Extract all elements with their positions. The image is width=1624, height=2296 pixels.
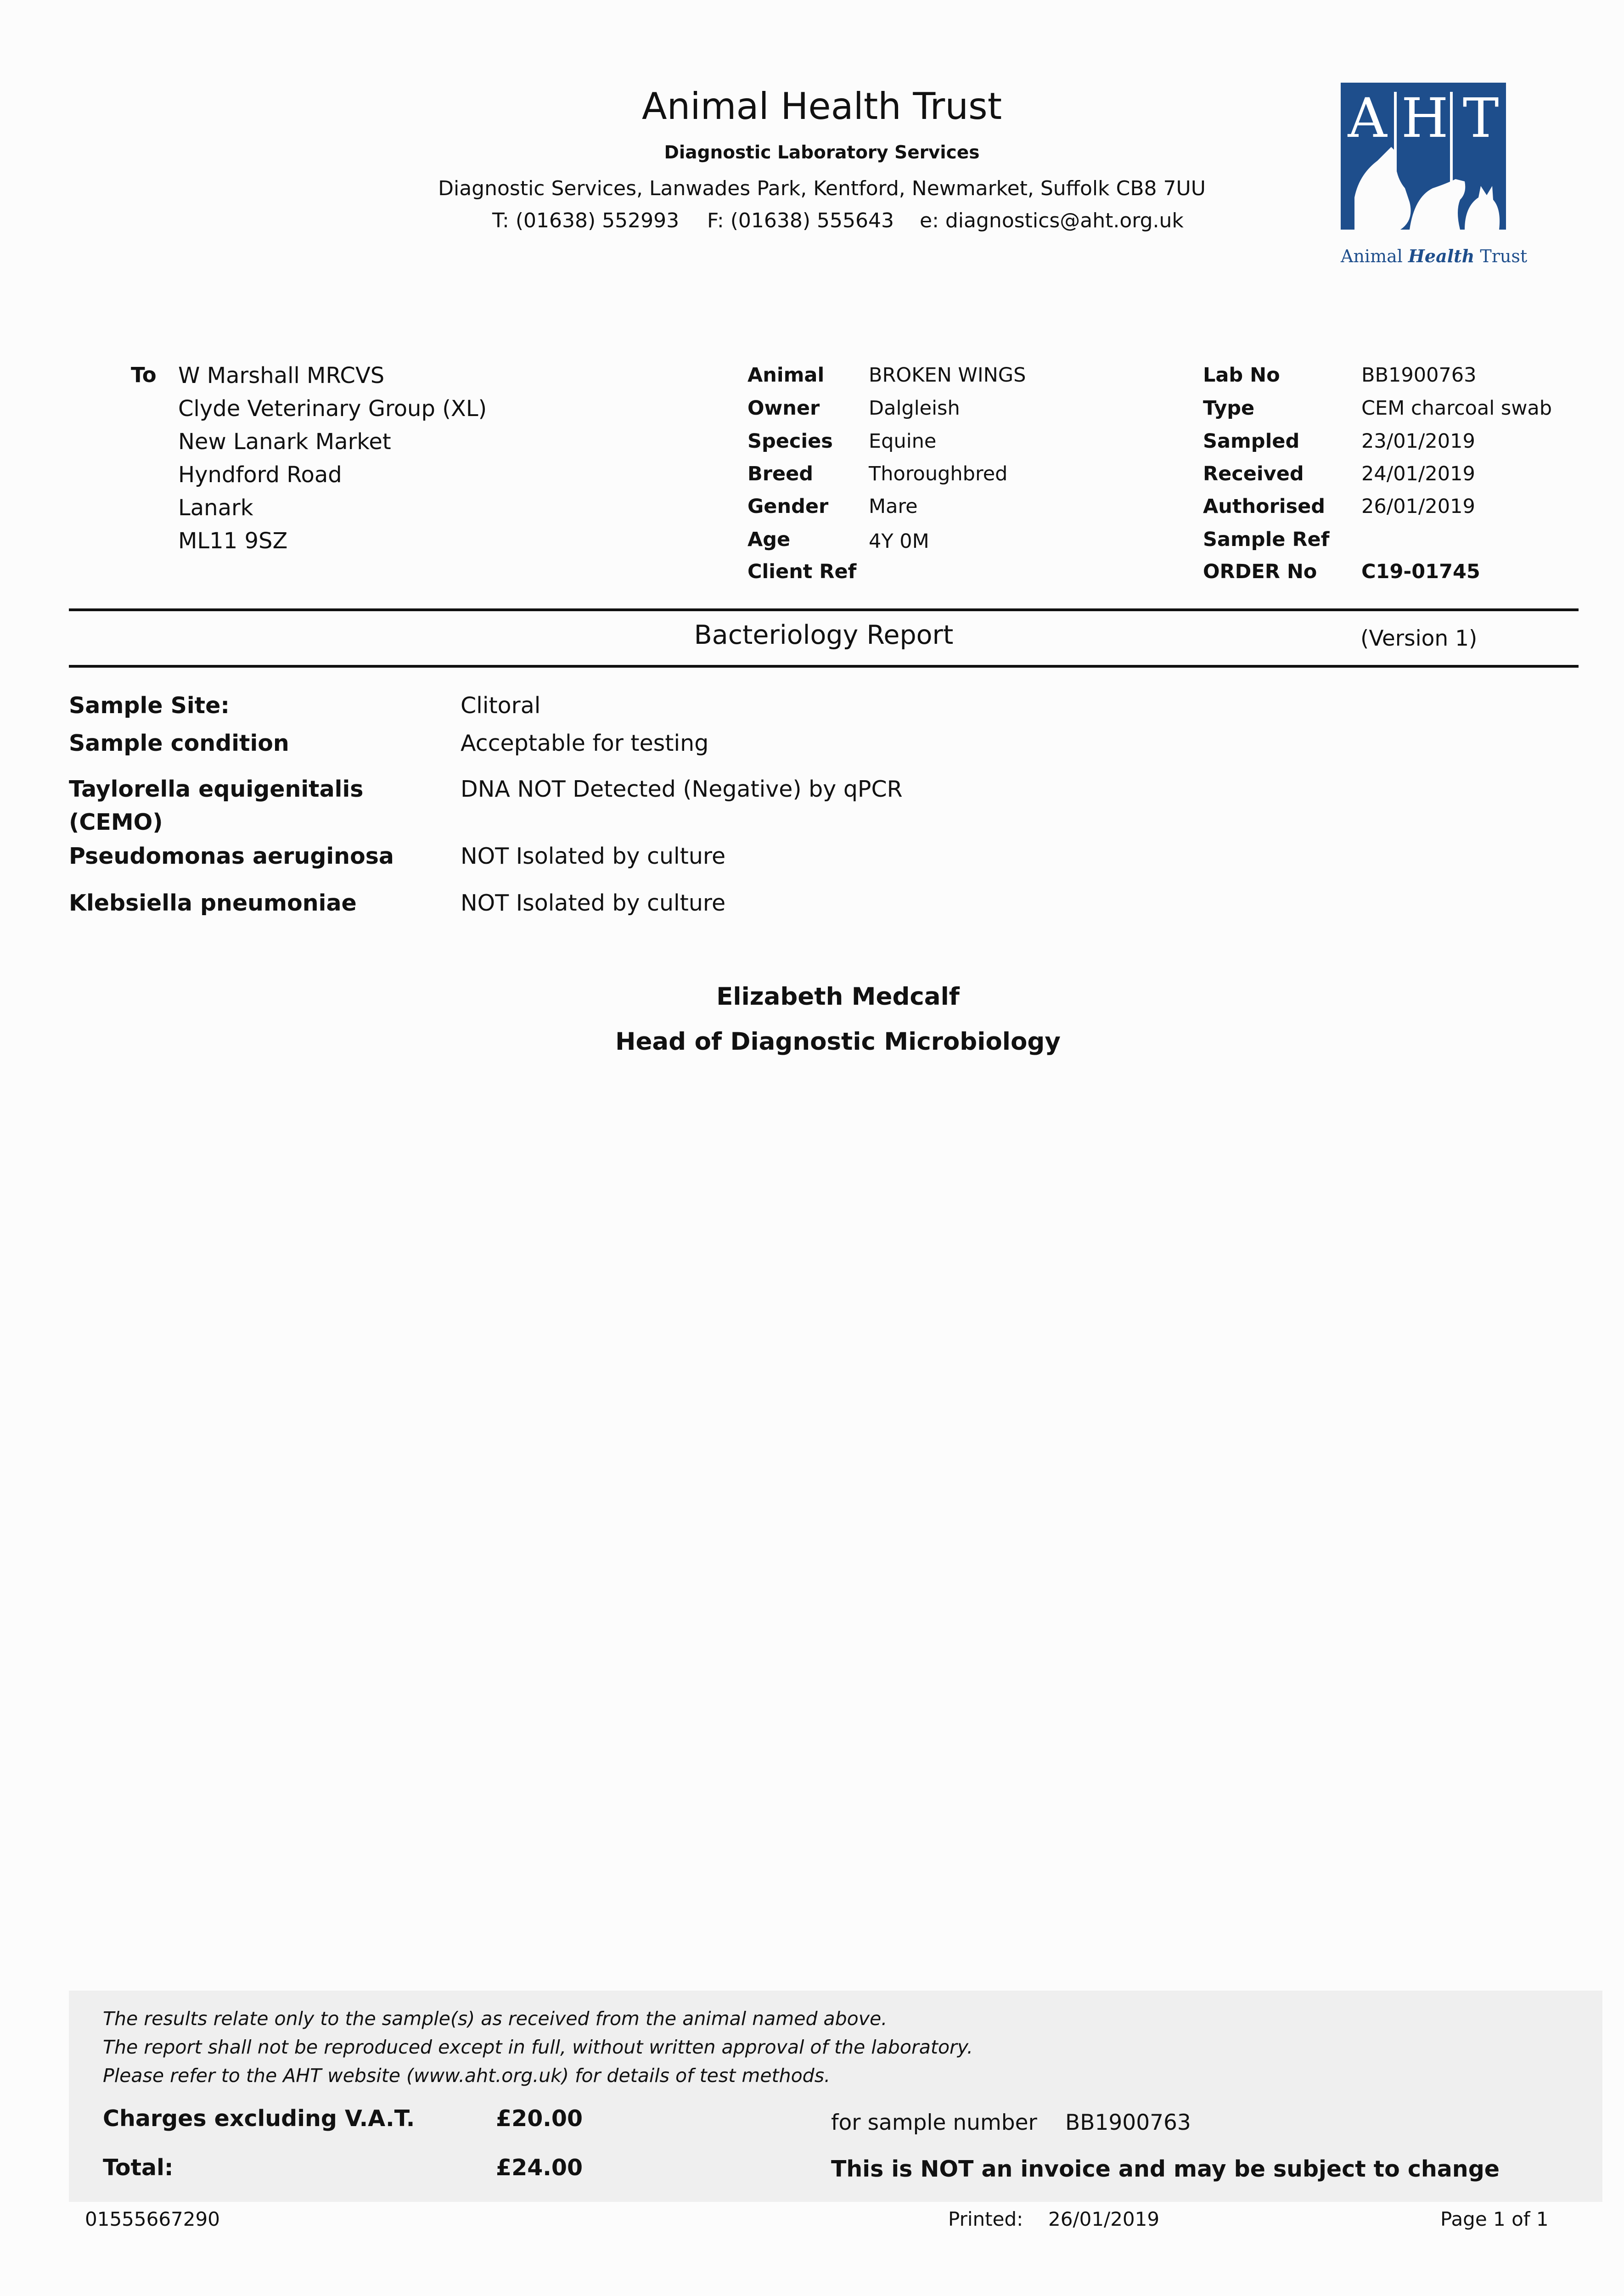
received-value: 24/01/2019 [1361, 462, 1475, 485]
sample-condition-value: Acceptable for testing [461, 730, 709, 756]
page-number: Page 1 of 1 [1440, 2208, 1549, 2230]
sample-site-value: Clitoral [461, 692, 541, 719]
gender-label: Gender [747, 495, 829, 518]
breed-value: Thoroughbred [869, 462, 1008, 485]
report-title: Bacteriology Report [694, 620, 954, 650]
footer-note: The results relate only to the sample(s) as received from the animal named above. [103, 2008, 888, 2030]
animal-label: Animal [747, 364, 825, 387]
charges-value: £20.00 [496, 2105, 583, 2132]
taylorella-label: Taylorella equigenitalis [69, 776, 364, 802]
divider-top [69, 608, 1579, 611]
logo-letter-a: A [1348, 86, 1387, 150]
to-label: To [131, 363, 157, 387]
sampled-label: Sampled [1203, 430, 1300, 453]
footer-note: The report shall not be reproduced except in full, without written approval of the laboratory. [103, 2036, 973, 2058]
age-value: 4Y 0M [869, 530, 929, 553]
gender-value: Mare [869, 495, 918, 518]
report-version: (Version 1) [1360, 626, 1478, 651]
klebsiella-value: NOT Isolated by culture [461, 890, 726, 916]
sample-condition-label: Sample condition [69, 730, 289, 756]
sampled-value: 23/01/2019 [1361, 430, 1475, 453]
breed-label: Breed [747, 462, 814, 485]
printed-label: Printed: [948, 2208, 1023, 2230]
recipient-line: Lanark [178, 495, 253, 521]
authorised-value: 26/01/2019 [1361, 495, 1475, 518]
klebsiella-label: Klebsiella pneumoniae [69, 890, 357, 916]
invoice-note: This is NOT an invoice and may be subject to change [831, 2156, 1500, 2182]
recipient-line: Hyndford Road [178, 462, 342, 488]
pseudomonas-value: NOT Isolated by culture [461, 843, 726, 869]
signatory-name: Elizabeth Medcalf [716, 983, 960, 1011]
recipient-line: W Marshall MRCVS [178, 363, 385, 388]
recipient-line: ML11 9SZ [178, 528, 288, 554]
owner-label: Owner [747, 397, 820, 420]
org-fax: F: (01638) 555643 [707, 209, 894, 232]
footer-note: Please refer to the AHT website (www.aht.org.uk) for details of test methods. [103, 2065, 831, 2087]
client-ref-label: Client Ref [747, 560, 857, 583]
org-name: Animal Health Trust [641, 85, 1002, 128]
printed-date: 26/01/2019 [1048, 2208, 1160, 2230]
order-no-value: C19-01745 [1361, 560, 1480, 583]
pseudomonas-label: Pseudomonas aeruginosa [69, 843, 394, 869]
taylorella-value: DNA NOT Detected (Negative) by qPCR [461, 776, 903, 802]
taylorella-label-cemo: (CEMO) [69, 809, 163, 835]
org-phone: T: (01638) 552993 [492, 209, 680, 232]
aht-logo [1341, 83, 1506, 230]
recipient-line: Clyde Veterinary Group (XL) [178, 396, 487, 422]
org-address: Diagnostic Services, Lanwades Park, Kentford, Newmarket, Suffolk CB8 7UU [438, 177, 1206, 200]
age-label: Age [747, 528, 791, 551]
org-department: Diagnostic Laboratory Services [664, 142, 980, 163]
received-label: Received [1203, 462, 1304, 485]
total-value: £24.00 [496, 2155, 583, 2181]
animal-value: BROKEN WINGS [869, 364, 1026, 387]
org-email: e: diagnostics@aht.org.uk [920, 209, 1184, 232]
authorised-label: Authorised [1203, 495, 1326, 518]
animal-silhouettes-icon [1341, 83, 1506, 230]
charges-label: Charges excluding V.A.T. [103, 2105, 415, 2132]
owner-value: Dalgleish [869, 397, 960, 420]
logo-letter-h: H [1401, 86, 1449, 150]
sample-site-label: Sample Site: [69, 692, 230, 719]
lab-no-label: Lab No [1203, 364, 1280, 387]
logo-letter-t: T [1462, 86, 1499, 150]
logo-caption: Animal Health Trust [1341, 246, 1528, 266]
sample-number: BB1900763 [1065, 2110, 1191, 2135]
signatory-title: Head of Diagnostic Microbiology [615, 1028, 1061, 1056]
recipient-line: New Lanark Market [178, 429, 391, 455]
total-label: Total: [103, 2155, 174, 2181]
for-sample-label: for sample number [831, 2110, 1037, 2135]
order-no-label: ORDER No [1203, 560, 1317, 583]
divider-bottom [69, 665, 1579, 668]
type-label: Type [1203, 397, 1255, 420]
sample-ref-label: Sample Ref [1203, 528, 1330, 551]
species-value: Equine [869, 430, 937, 453]
species-label: Species [747, 430, 833, 453]
bottom-phone: 01555667290 [85, 2208, 220, 2230]
lab-no-value: BB1900763 [1361, 364, 1477, 387]
type-value: CEM charcoal swab [1361, 397, 1552, 420]
